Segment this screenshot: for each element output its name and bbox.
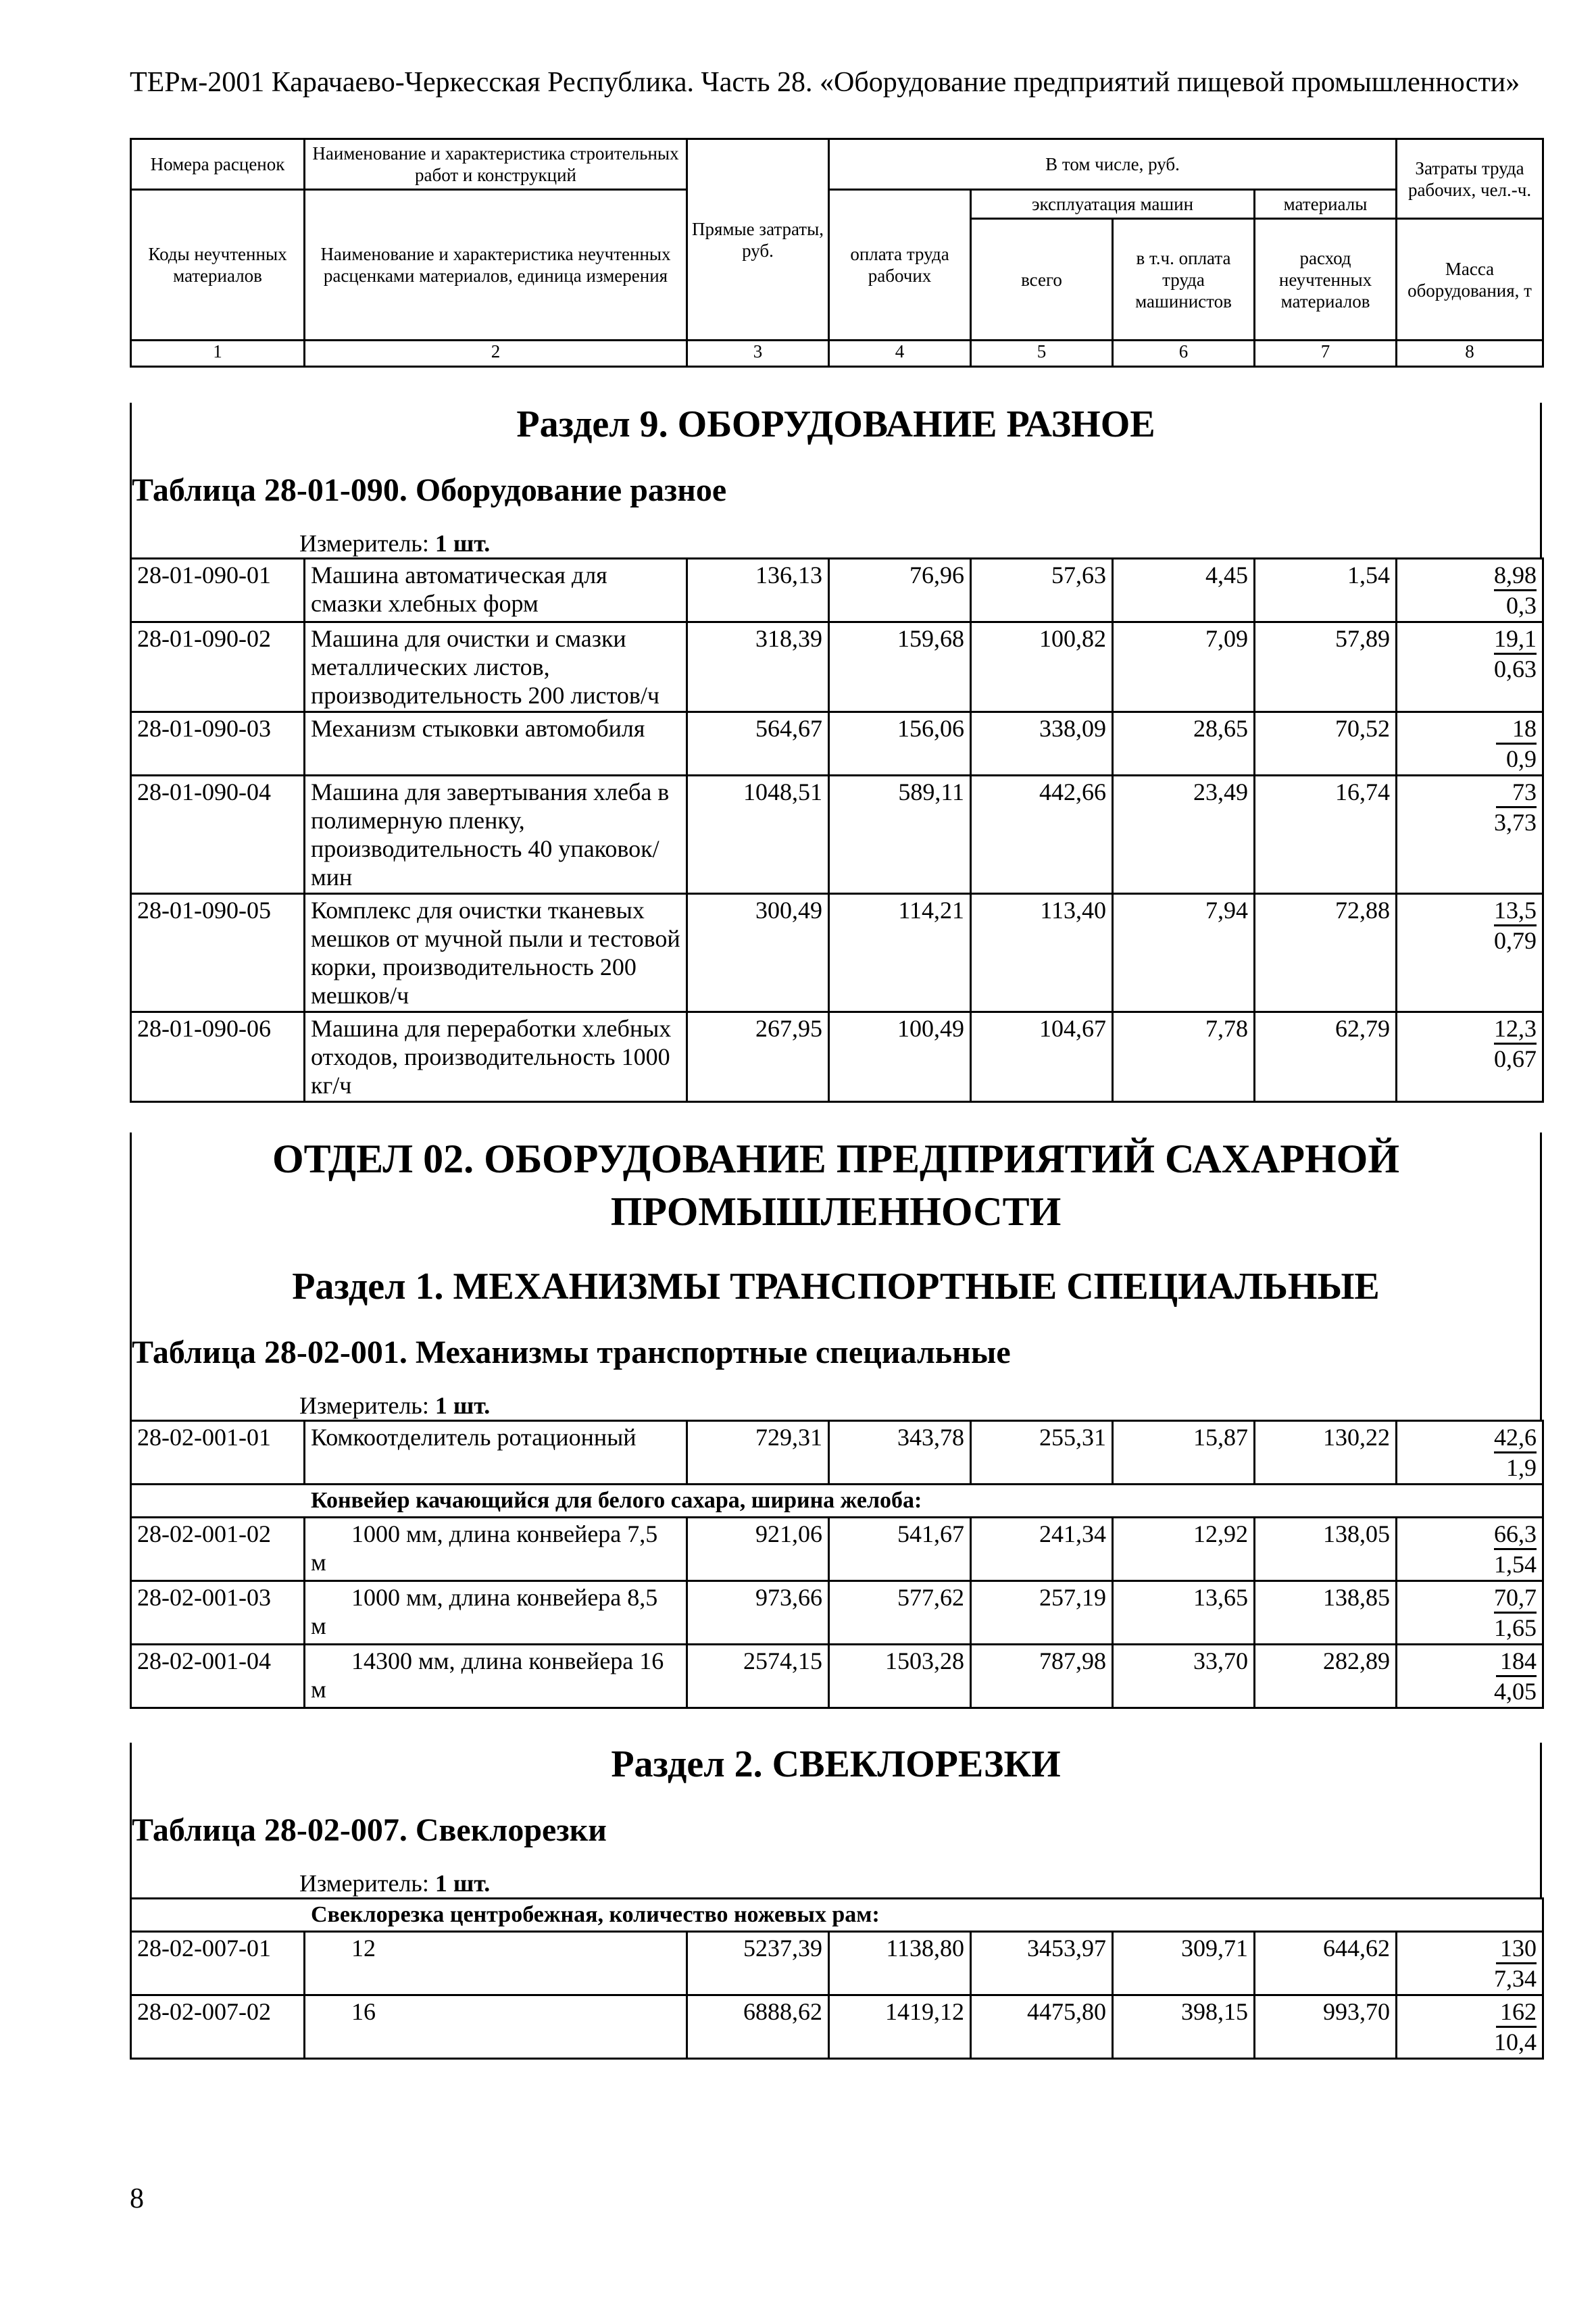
meter-value: 1 шт. — [434, 530, 491, 557]
labor-pay: 577,62 — [829, 1581, 971, 1645]
col-number: 6 — [1113, 341, 1255, 367]
table-row — [131, 559, 1543, 622]
equipment-mass: 0,79 — [1494, 927, 1537, 954]
item-name: 16 — [305, 1995, 687, 2059]
section-title: Раздел 2. СВЕКЛОРЕЗКИ — [611, 1743, 1061, 1785]
direct-costs: 267,95 — [687, 1012, 829, 1102]
rate-code: 28-02-001-03 — [131, 1581, 305, 1645]
section-title: Раздел 9. ОБОРУДОВАНИЕ РАЗНОЕ — [516, 403, 1155, 445]
labor-mass-cell — [1397, 1932, 1543, 1995]
equipment-mass: 0,63 — [1494, 655, 1537, 682]
table-row — [131, 1932, 1543, 1995]
item-name: Машина для очистки и смазки металлических листов, производительность 200 листов/ч — [305, 622, 687, 712]
exploit-header: эксплуатация машин — [971, 190, 1255, 219]
rate-code: 28-02-001-04 — [131, 1645, 305, 1708]
labor-mass-cell — [1397, 1012, 1543, 1102]
section-title: Раздел 1. МЕХАНИЗМЫ ТРАНСПОРТНЫЕ СПЕЦИАЛЬНЫЕ — [292, 1266, 1380, 1308]
item-name: Комплекс для очистки тканевых мешков от мучной пыли и тестовой корки, производительность 200 мешков/ч — [305, 894, 687, 1012]
table-28-02-007 — [130, 1897, 1544, 2060]
col1-header-bottom: Коды неучтенных материалов — [131, 190, 305, 341]
col-number: 5 — [971, 341, 1113, 367]
item-name-line1: 1000 мм, длина конвейера 8,5 — [351, 1584, 658, 1611]
table-row — [131, 1995, 1543, 2059]
direct-costs: 973,66 — [687, 1581, 829, 1645]
table-title: Таблица 28-02-007. Свеклорезки — [132, 1812, 607, 1848]
equipment-mass: 7,34 — [1494, 1965, 1537, 1992]
machinists-pay: 4,45 — [1113, 559, 1255, 622]
item-name-line2: м — [311, 1612, 326, 1639]
labor-pay: 114,21 — [829, 894, 971, 1012]
table-row — [131, 1421, 1543, 1485]
col8-header-bottom: Масса оборудования, т — [1397, 219, 1543, 341]
labor-mass-cell — [1397, 1995, 1543, 2059]
col7-header: расход неучтенных материалов — [1255, 219, 1397, 341]
meter — [299, 529, 1540, 557]
direct-costs: 564,67 — [687, 712, 829, 776]
direct-costs: 921,06 — [687, 1518, 829, 1581]
dept02-block — [130, 1132, 1542, 1420]
machines-total: 338,09 — [971, 712, 1113, 776]
machines-total: 241,34 — [971, 1518, 1113, 1581]
item-name-line1: 1000 мм, длина конвейера 7,5 — [351, 1520, 658, 1547]
direct-costs: 300,49 — [687, 894, 829, 1012]
document-frame — [130, 138, 1542, 2060]
group-row — [131, 1485, 1543, 1518]
direct-costs: 6888,62 — [687, 1995, 829, 2059]
item-name: 12 — [305, 1932, 687, 1995]
table-row — [131, 712, 1543, 776]
machines-total: 257,19 — [971, 1581, 1113, 1645]
labor-pay: 1503,28 — [829, 1645, 971, 1708]
table-row — [131, 1581, 1543, 1645]
labor-mass-cell — [1397, 559, 1543, 622]
labor-pay: 1138,80 — [829, 1932, 971, 1995]
materials: 16,74 — [1255, 776, 1397, 894]
labor-mass-cell — [1397, 1645, 1543, 1708]
labor-hours: 18 — [1496, 714, 1537, 745]
equipment-mass: 1,65 — [1494, 1614, 1537, 1641]
meter-value: 1 шт. — [434, 1392, 491, 1419]
equipment-mass: 0,3 — [1506, 592, 1537, 619]
col1-header-top: Номера расценок — [131, 139, 305, 190]
item-name-line2: м — [311, 1549, 326, 1576]
rate-code: 28-02-001-01 — [131, 1421, 305, 1485]
machinists-pay: 7,78 — [1113, 1012, 1255, 1102]
item-name: Машина автоматическая для смазки хлебных форм — [305, 559, 687, 622]
machinists-pay: 7,09 — [1113, 622, 1255, 712]
equipment-mass: 0,67 — [1494, 1045, 1537, 1072]
materials: 130,22 — [1255, 1421, 1397, 1485]
col4-header: оплата труда рабочих — [829, 190, 971, 341]
rate-code: 28-01-090-06 — [131, 1012, 305, 1102]
labor-mass-cell — [1397, 622, 1543, 712]
materials: 57,89 — [1255, 622, 1397, 712]
materials: 282,89 — [1255, 1645, 1397, 1708]
machinists-pay: 15,87 — [1113, 1421, 1255, 1485]
materials: 644,62 — [1255, 1932, 1397, 1995]
equipment-mass: 1,54 — [1494, 1551, 1537, 1578]
col-number: 8 — [1397, 341, 1543, 367]
col2-header-top: Наименование и характеристика строительных работ и конструкций — [305, 139, 687, 190]
labor-pay: 159,68 — [829, 622, 971, 712]
meter-label: Измеритель: — [299, 1870, 429, 1897]
labor-hours: 130 — [1496, 1934, 1537, 1964]
item-name: Комкоотделитель ротационный — [305, 1421, 687, 1485]
labor-hours: 162 — [1496, 1997, 1537, 2028]
col6-header: в т.ч. оплата труда машинистов — [1113, 219, 1255, 341]
labor-hours: 42,6 — [1494, 1423, 1537, 1453]
col8-header-top: Затраты труда рабочих, чел.-ч. — [1397, 139, 1543, 219]
labor-hours: 66,3 — [1494, 1520, 1537, 1550]
item-name: Машина для переработки хлебных отходов, производительность 1000 кг/ч — [305, 1012, 687, 1102]
equipment-mass: 0,9 — [1506, 745, 1537, 772]
rate-code: 28-01-090-01 — [131, 559, 305, 622]
labor-pay: 156,06 — [829, 712, 971, 776]
rate-code: 28-02-007-01 — [131, 1932, 305, 1995]
running-header: ТЕРм-2001 Карачаево-Черкесская Республика. Часть 28. «Оборудование предприятий пищевой промышленности» — [130, 67, 1520, 98]
materials: 72,88 — [1255, 894, 1397, 1012]
meter — [299, 1869, 1540, 1897]
col-number: 7 — [1255, 341, 1397, 367]
direct-costs: 2574,15 — [687, 1645, 829, 1708]
machines-total: 3453,97 — [971, 1932, 1113, 1995]
labor-pay: 100,49 — [829, 1012, 971, 1102]
rate-code: 28-02-001-02 — [131, 1518, 305, 1581]
machinists-pay: 33,70 — [1113, 1645, 1255, 1708]
materials: 62,79 — [1255, 1012, 1397, 1102]
labor-hours: 13,5 — [1494, 896, 1537, 926]
direct-costs: 729,31 — [687, 1421, 829, 1485]
materials: 1,54 — [1255, 559, 1397, 622]
labor-mass-cell — [1397, 894, 1543, 1012]
rate-code: 28-01-090-03 — [131, 712, 305, 776]
machines-total: 113,40 — [971, 894, 1113, 1012]
machines-total: 57,63 — [971, 559, 1113, 622]
equipment-mass: 3,73 — [1494, 809, 1537, 836]
labor-pay: 343,78 — [829, 1421, 971, 1485]
meter-label: Измеритель: — [299, 1392, 429, 1419]
machines-total: 104,67 — [971, 1012, 1113, 1102]
rate-code: 28-01-090-02 — [131, 622, 305, 712]
materials: 138,85 — [1255, 1581, 1397, 1645]
meter — [299, 1391, 1540, 1420]
group-label: Конвейер качающийся для белого сахара, ширина желоба: — [131, 1485, 1543, 1518]
item-name-line1: 14300 мм, длина конвейера 16 — [351, 1647, 664, 1674]
machines-total: 787,98 — [971, 1645, 1113, 1708]
direct-costs: 5237,39 — [687, 1932, 829, 1995]
labor-pay: 541,67 — [829, 1518, 971, 1581]
machinists-pay: 398,15 — [1113, 1995, 1255, 2059]
machinists-pay: 309,71 — [1113, 1932, 1255, 1995]
page-number: 8 — [130, 2183, 144, 2214]
group-row — [131, 1899, 1543, 1932]
section2-block — [130, 1743, 1542, 1897]
table-title: Таблица 28-01-090. Оборудование разное — [132, 472, 727, 508]
item-name: Механизм стыковки автомобиля — [305, 712, 687, 776]
rate-code: 28-01-090-04 — [131, 776, 305, 894]
col5-header: всего — [971, 219, 1113, 341]
meter-label: Измеритель: — [299, 530, 429, 557]
table-row — [131, 1645, 1543, 1708]
machinists-pay: 12,92 — [1113, 1518, 1255, 1581]
item-name — [305, 1518, 687, 1581]
table-row — [131, 1518, 1543, 1581]
machines-total: 442,66 — [971, 776, 1113, 894]
col-number: 1 — [131, 341, 305, 367]
col-number: 4 — [829, 341, 971, 367]
materials-header: материалы — [1255, 190, 1397, 219]
table-row — [131, 894, 1543, 1012]
item-name — [305, 1581, 687, 1645]
machinists-pay: 28,65 — [1113, 712, 1255, 776]
rate-code: 28-01-090-05 — [131, 894, 305, 1012]
labor-pay: 589,11 — [829, 776, 971, 894]
labor-hours: 8,98 — [1494, 561, 1537, 591]
col3-header: Прямые затраты, руб. — [687, 139, 829, 341]
item-name-line2: м — [311, 1676, 326, 1703]
direct-costs: 318,39 — [687, 622, 829, 712]
section9-block — [130, 403, 1542, 557]
labor-mass-cell — [1397, 776, 1543, 894]
labor-pay: 1419,12 — [829, 1995, 971, 2059]
col-number: 2 — [305, 341, 687, 367]
machines-total: 4475,80 — [971, 1995, 1113, 2059]
materials: 138,05 — [1255, 1518, 1397, 1581]
machines-total: 100,82 — [971, 622, 1113, 712]
table-row — [131, 1012, 1543, 1102]
equipment-mass: 1,9 — [1506, 1454, 1537, 1481]
meter-value: 1 шт. — [434, 1870, 491, 1897]
labor-hours: 19,1 — [1494, 624, 1537, 655]
materials: 993,70 — [1255, 1995, 1397, 2059]
labor-pay: 76,96 — [829, 559, 971, 622]
col-number: 3 — [687, 341, 829, 367]
rate-code: 28-02-007-02 — [131, 1995, 305, 2059]
labor-mass-cell — [1397, 1421, 1543, 1485]
table-28-01-090 — [130, 557, 1544, 1103]
labor-mass-cell — [1397, 712, 1543, 776]
table-row — [131, 622, 1543, 712]
col2-header-bottom: Наименование и характеристика неучтенных расценками материалов, единица измерения — [305, 190, 687, 341]
labor-mass-cell — [1397, 1518, 1543, 1581]
direct-costs: 136,13 — [687, 559, 829, 622]
materials: 70,52 — [1255, 712, 1397, 776]
item-name — [305, 1645, 687, 1708]
incl-header: В том числе, руб. — [829, 139, 1397, 190]
direct-costs: 1048,51 — [687, 776, 829, 894]
machinists-pay: 7,94 — [1113, 894, 1255, 1012]
group-label: Свеклорезка центробежная, количество ножевых рам: — [131, 1899, 1543, 1932]
labor-hours: 70,7 — [1494, 1583, 1537, 1614]
table-row — [131, 776, 1543, 894]
labor-hours: 12,3 — [1494, 1014, 1537, 1045]
labor-mass-cell — [1397, 1581, 1543, 1645]
department-title: ОТДЕЛ 02. ОБОРУДОВАНИЕ ПРЕДПРИЯТИЙ САХАРНОЙ ПРОМЫШЛЕННОСТИ — [272, 1137, 1400, 1234]
machinists-pay: 23,49 — [1113, 776, 1255, 894]
header-table — [130, 138, 1544, 368]
item-name: Машина для завертывания хлеба в полимерную пленку, производительность 40 упаковок/мин — [305, 776, 687, 894]
table-title: Таблица 28-02-001. Механизмы транспортные специальные — [132, 1335, 1011, 1370]
equipment-mass: 4,05 — [1494, 1678, 1537, 1705]
machinists-pay: 13,65 — [1113, 1581, 1255, 1645]
table-28-02-001 — [130, 1420, 1544, 1709]
labor-hours: 73 — [1496, 778, 1537, 808]
equipment-mass: 10,4 — [1494, 2028, 1537, 2056]
machines-total: 255,31 — [971, 1421, 1113, 1485]
labor-hours: 184 — [1496, 1647, 1537, 1677]
